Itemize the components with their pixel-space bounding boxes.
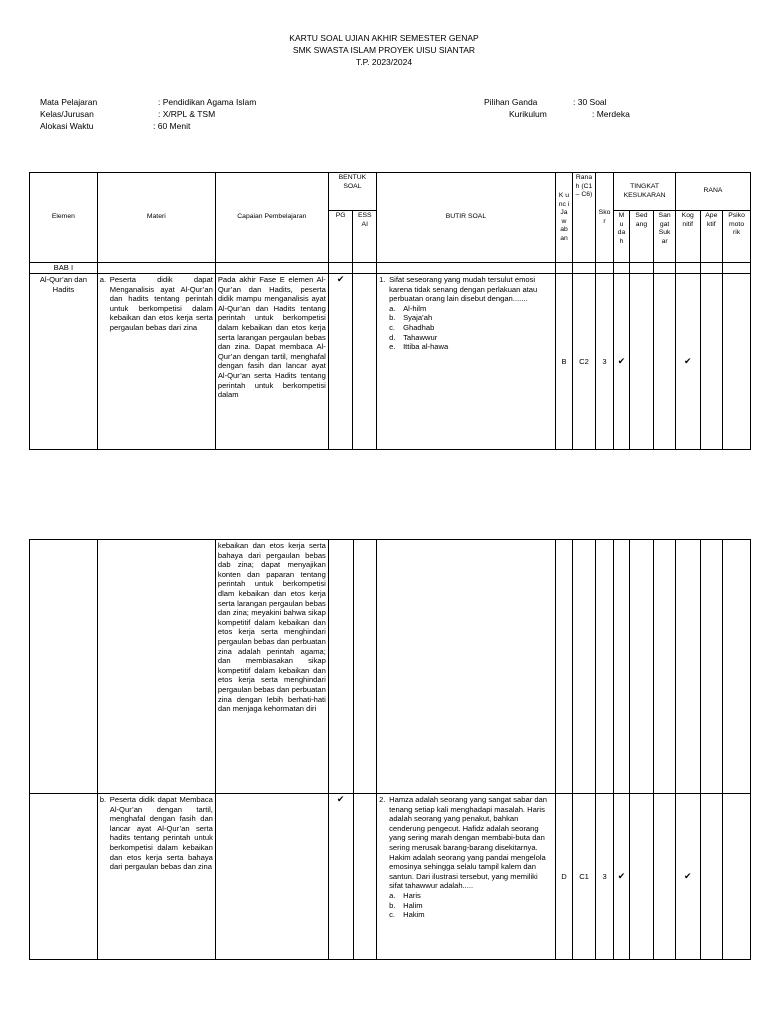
elemen-cell: Al-Qur’an dan Hadits bbox=[30, 274, 98, 450]
option-text: Ghadhab bbox=[403, 322, 435, 332]
option-letter: c. bbox=[389, 322, 395, 332]
option-text: Syaja’ah bbox=[403, 313, 433, 323]
school-name: SMK SWASTA ISLAM PROYEK UISU SIANTAR bbox=[292, 45, 476, 55]
col-mudah: M u da h bbox=[614, 211, 629, 263]
answer-option bbox=[379, 910, 553, 920]
option-text: Halim bbox=[403, 900, 423, 910]
butir-soal-cell bbox=[377, 274, 556, 450]
col-skor: Sko r bbox=[595, 173, 613, 263]
skor-cell: 3 bbox=[595, 274, 613, 450]
option-letter: b. bbox=[389, 900, 396, 910]
answer-options bbox=[379, 304, 553, 352]
kunci-cell: D bbox=[555, 794, 572, 960]
materi-text: Peserta didik dapat Menganalisis ayat Al-Qur’an dan hadits tentang perintah untuk berkompetisi dalam kebaikan dan etos kerja serta pergaulan bebas dari zina bbox=[109, 275, 213, 332]
answer-option bbox=[379, 342, 553, 352]
col-sedang: Sed ang bbox=[629, 211, 654, 263]
option-letter: b. bbox=[389, 313, 396, 323]
col-elemen: Elemen bbox=[30, 173, 98, 263]
option-letter: e. bbox=[389, 342, 396, 352]
answer-option bbox=[379, 333, 553, 343]
answer-option bbox=[379, 323, 553, 333]
option-text: Hakim bbox=[403, 910, 425, 920]
answer-option bbox=[379, 891, 553, 901]
mudah-check-icon: ✔ bbox=[614, 794, 629, 960]
option-letter: a. bbox=[389, 303, 396, 313]
question-card-table bbox=[29, 172, 751, 450]
mudah-check-icon: ✔ bbox=[614, 274, 629, 450]
answer-option bbox=[379, 304, 553, 314]
table-row bbox=[30, 540, 751, 794]
col-materi: Materi bbox=[97, 173, 215, 263]
materi-text: Peserta didik dapat Membaca Al-Qur’an dengan tartil, menghafal dengan fasih dan lancar ayat Al-Qur’an serta hadits tentang perintah untuk berkompetisi dalam kebaikan dan etos kerja serta bahaya dari pergaulan bebas dan zina bbox=[109, 795, 213, 872]
option-text: Tahawwur bbox=[403, 332, 438, 342]
mapel-label: Mata Pelajaran bbox=[40, 97, 98, 107]
option-letter: a. bbox=[389, 890, 396, 900]
col-psikomotorik: Psiko moto rik bbox=[723, 211, 751, 263]
col-butir-soal: BUTIR SOAL bbox=[377, 173, 556, 263]
pg-check-icon: ✔ bbox=[328, 794, 353, 960]
skor-cell: 3 bbox=[595, 794, 613, 960]
kognitif-check-icon: ✔ bbox=[675, 274, 700, 450]
table-header-row bbox=[30, 173, 751, 211]
option-letter: c. bbox=[389, 910, 396, 920]
doc-title: KARTU SOAL UJIAN AKHIR SEMESTER GENAP bbox=[289, 33, 479, 43]
question-card-table-continued bbox=[29, 539, 751, 960]
col-rana: RANA bbox=[675, 173, 750, 211]
option-text: Haris bbox=[403, 890, 421, 900]
butir-soal-cell bbox=[377, 794, 556, 960]
col-kognitif: Kog nitif bbox=[675, 211, 700, 263]
col-kunci: K u nc i Ja w ab an bbox=[555, 173, 572, 263]
answer-option bbox=[379, 313, 553, 323]
pg-check-icon: ✔ bbox=[328, 274, 353, 450]
bab-label: BAB I bbox=[30, 263, 98, 274]
mapel-value: : Pendidikan Agama Islam bbox=[158, 97, 257, 107]
materi-cell bbox=[97, 274, 215, 450]
option-letter: d. bbox=[389, 332, 396, 342]
kognitif-check-icon: ✔ bbox=[675, 794, 700, 960]
col-capaian: Capaian Pembelajaran bbox=[215, 173, 328, 263]
soal-text: Sifat seseorang yang mudah tersulut emosi karena tidak senang dengan perlakuan atau perbuatan orang lain disebut dengan....... bbox=[389, 275, 538, 304]
table-row bbox=[30, 274, 751, 450]
option-text: Al-hilm bbox=[403, 303, 427, 313]
kunci-cell: B bbox=[555, 274, 572, 450]
ranah-cell: C2 bbox=[573, 274, 596, 450]
kurikulum-label: Kurikulum bbox=[509, 109, 547, 119]
capaian-cell: Pada akhir Fase E elemen Al-Qur’an dan Hadits, peserta didik mampu menganalisis ayat Al-Qur’an dan Hadits tentang perintah untuk berkompetisi dalam kebaikan dan etos kerja serta larangan pergaulan bebas dan zina. Dapat membaca Al-Qur’an dengan tartil, menghafal dengan fasih dan lancar ayat Al-Qur’an serta Hadits tentang perintah untuk berkompetisi dalam bbox=[215, 274, 328, 450]
materi-cell bbox=[97, 794, 215, 960]
answer-options bbox=[379, 891, 553, 920]
pg-value: : 30 Soal bbox=[573, 97, 607, 107]
capaian-cell-continued: kebaikan dan etos kerja serta bahaya dari pergaulan bebas dab zina; dapat menyajikan konten dan paparan tentang perintah untuk berkompetisi dlam kebaikan dan etos kerja serta larangan pergaulan bebas dan zina; meyakini bahwa sikap kompetitif dalam kebaikan dan etos kerja serta menghindari pergaulan bebas dan perbuatan zina adalah perintah agama; dan membiasakan sikap kompetitif dalam kebaikan dan etos kerja serta menghindari pergaulan bebas dan perbuatan zina dengan lebih berhati-hati dan menjaga kehormatan diri bbox=[215, 540, 328, 794]
col-bentuk-soal: BENTUK SOAL bbox=[328, 173, 376, 211]
col-tingkat: TINGKAT KESUKARAN bbox=[614, 173, 676, 211]
kelas-value: : X/RPL & TSM bbox=[158, 109, 216, 119]
col-afektif: Ape ktif bbox=[700, 211, 723, 263]
option-text: Ittiba al-hawa bbox=[403, 342, 449, 352]
soal-number: 1. bbox=[379, 275, 386, 284]
kurikulum-value: : Merdeka bbox=[592, 109, 630, 119]
answer-option bbox=[379, 901, 553, 911]
waktu-value: : 60 Menit bbox=[153, 121, 191, 131]
materi-number: a. bbox=[99, 275, 107, 284]
col-ranah: Rana h (C1 – C6) bbox=[573, 173, 596, 263]
col-essai: ESS AI bbox=[353, 211, 377, 263]
table-row bbox=[30, 794, 751, 960]
waktu-label: Alokasi Waktu bbox=[40, 121, 94, 131]
col-pg: PG bbox=[328, 211, 353, 263]
materi-number: b. bbox=[99, 795, 107, 804]
soal-text: Hamza adalah seorang yang sangat sabar dan tenang setiap kali menghadapi masalah. Haris adalah seorang yang penakut, bahkan cenderung pengecut. Hafidz adalah seorang yang sering marah dengan membabi-buta dan sering merusak barang-barang disekitarnya. Hakim adalah seorang yang pandai mengelola emosinya sehingga selalu tampil kalem dan santun. Dari ilustrasi tersebut, yang memiliki sifat tahawwur adalah..... bbox=[389, 795, 547, 891]
col-sangat-sukar: San gat Suk ar bbox=[654, 211, 676, 263]
ranah-cell: C1 bbox=[573, 794, 596, 960]
pg-label: Pilihan Ganda bbox=[484, 97, 538, 107]
bab-row bbox=[30, 263, 751, 274]
soal-number: 2. bbox=[379, 795, 386, 804]
school-year: T.P. 2023/2024 bbox=[355, 57, 413, 67]
kelas-label: Kelas/Jurusan bbox=[40, 109, 94, 119]
